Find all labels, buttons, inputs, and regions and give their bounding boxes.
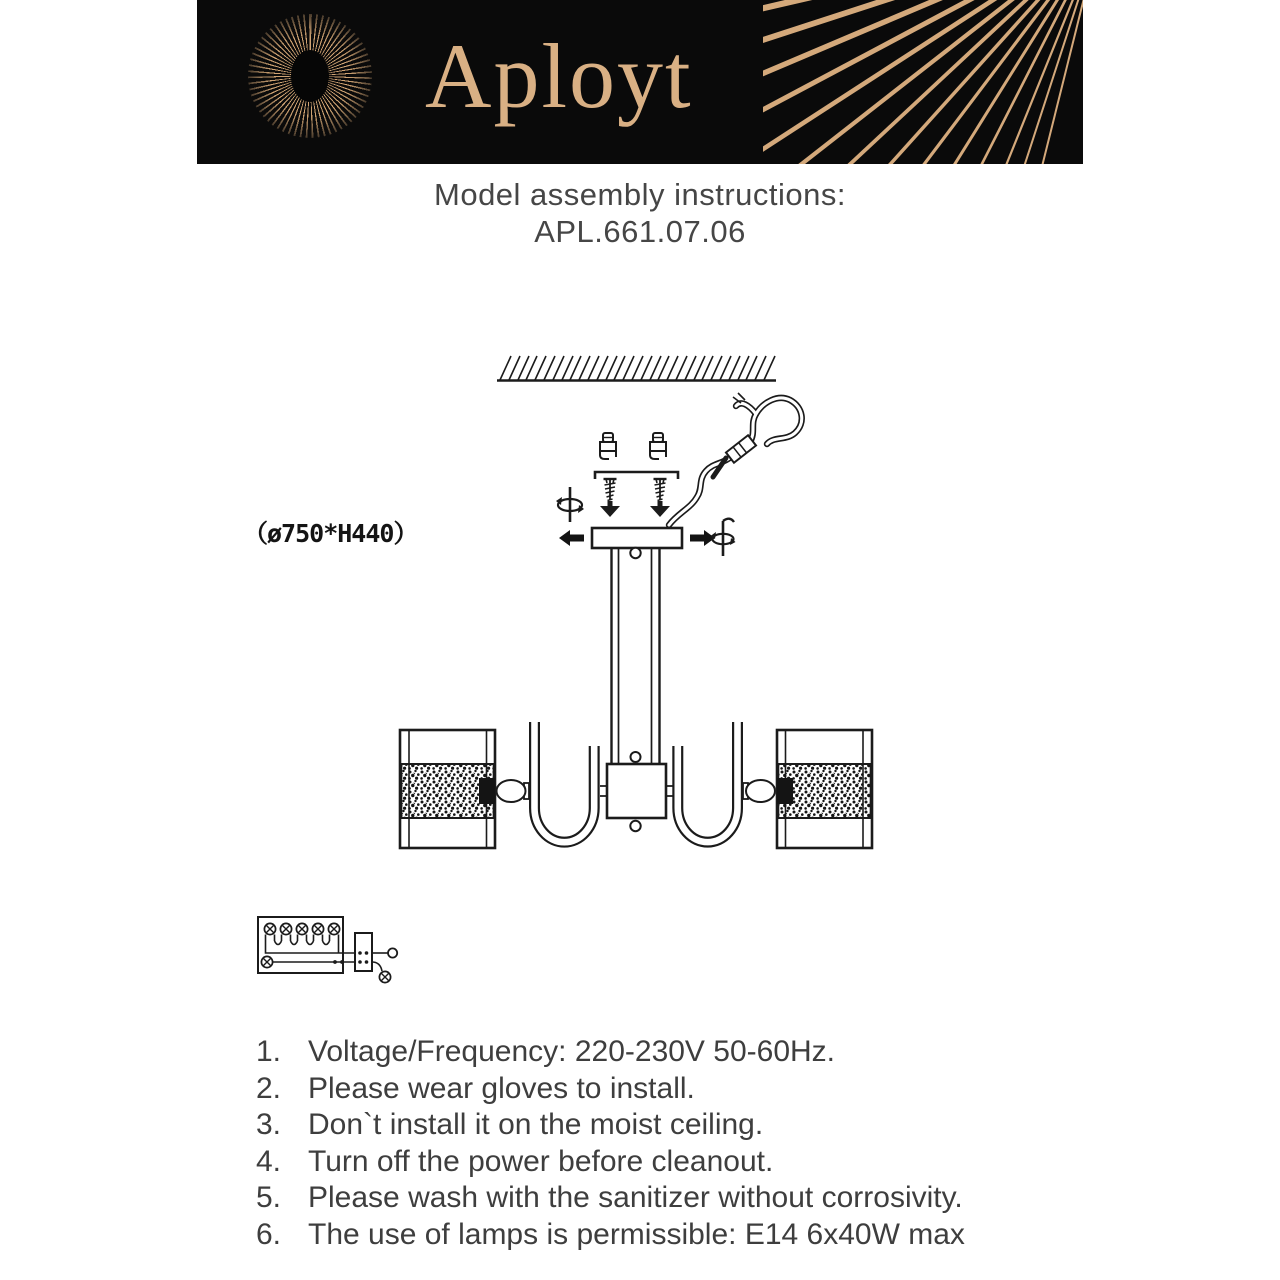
dimension-label: （ø750*H440）	[243, 519, 418, 548]
sunburst-core	[291, 50, 329, 102]
screw-hole	[630, 548, 640, 558]
brand-banner	[197, 0, 1083, 164]
lamp-symbol	[312, 923, 323, 934]
instruction-item	[256, 1034, 1086, 1071]
lamp-symbol	[261, 956, 272, 967]
bulb-icon	[746, 780, 775, 802]
wire-end-terminal	[388, 948, 397, 957]
instruction-item	[256, 1144, 1086, 1181]
wiring-diagram	[250, 908, 410, 1000]
instruction-text: Please wear gloves to install.	[308, 1071, 695, 1105]
brand-logo-text: Aployt	[425, 25, 693, 127]
rotate-icon	[556, 487, 584, 522]
model-number: APL.661.07.06	[534, 214, 746, 249]
bulb-socket	[777, 778, 793, 804]
arrow-left-icon	[559, 530, 584, 546]
instruction-number: 2.	[256, 1071, 282, 1105]
page-title: Model assembly instructions:	[434, 177, 846, 212]
ceiling-plate	[592, 528, 682, 548]
wire-connector	[726, 435, 756, 462]
instruction-item	[256, 1217, 1086, 1254]
wall-anchor-icon	[600, 433, 616, 459]
instruction-number: 5.	[256, 1181, 282, 1214]
bulb-socket	[479, 778, 495, 804]
lamp-symbol	[379, 971, 390, 982]
instruction-text: Turn off the power before cleanout.	[308, 1144, 774, 1178]
screw-icon	[600, 479, 620, 517]
instruction-number: 6.	[256, 1217, 282, 1251]
terminal-block	[355, 933, 372, 971]
instruction-item	[256, 1180, 1086, 1217]
power-cable	[669, 393, 802, 525]
instruction-number: 3.	[256, 1108, 282, 1141]
instruction-text: Voltage/Frequency: 220-230V 50-60Hz.	[308, 1035, 836, 1068]
screw-icon	[650, 479, 670, 517]
screw-hole	[631, 752, 641, 762]
instruction-number: 1.	[256, 1035, 282, 1068]
arrow-right-icon	[690, 530, 715, 546]
instructions-list	[256, 1034, 1086, 1253]
lamp-symbol	[264, 923, 275, 934]
lamp-symbol	[296, 923, 307, 934]
screw-rotate-icon	[711, 519, 736, 556]
instruction-text: Please wash with the sanitizer without corrosivity.	[308, 1181, 963, 1214]
stem	[612, 548, 660, 764]
screw-hole	[630, 821, 640, 831]
title-block	[0, 176, 1280, 250]
instruction-item	[256, 1107, 1086, 1144]
lamp-symbol	[328, 923, 339, 934]
instruction-number: 4.	[256, 1144, 282, 1178]
bulb-icon	[497, 780, 526, 802]
lamp-symbol	[280, 923, 291, 934]
instruction-text: The use of lamps is permissible: E14 6x40W max	[308, 1217, 965, 1251]
instruction-item	[256, 1071, 1086, 1108]
corner-rays-icon	[763, 0, 1083, 164]
central-body	[607, 764, 666, 818]
ceiling-hatch	[497, 356, 776, 381]
instruction-text: Don`t install it on the moist ceiling.	[308, 1108, 764, 1141]
assembly-diagram	[380, 348, 900, 868]
wall-anchor-icon	[650, 433, 666, 459]
